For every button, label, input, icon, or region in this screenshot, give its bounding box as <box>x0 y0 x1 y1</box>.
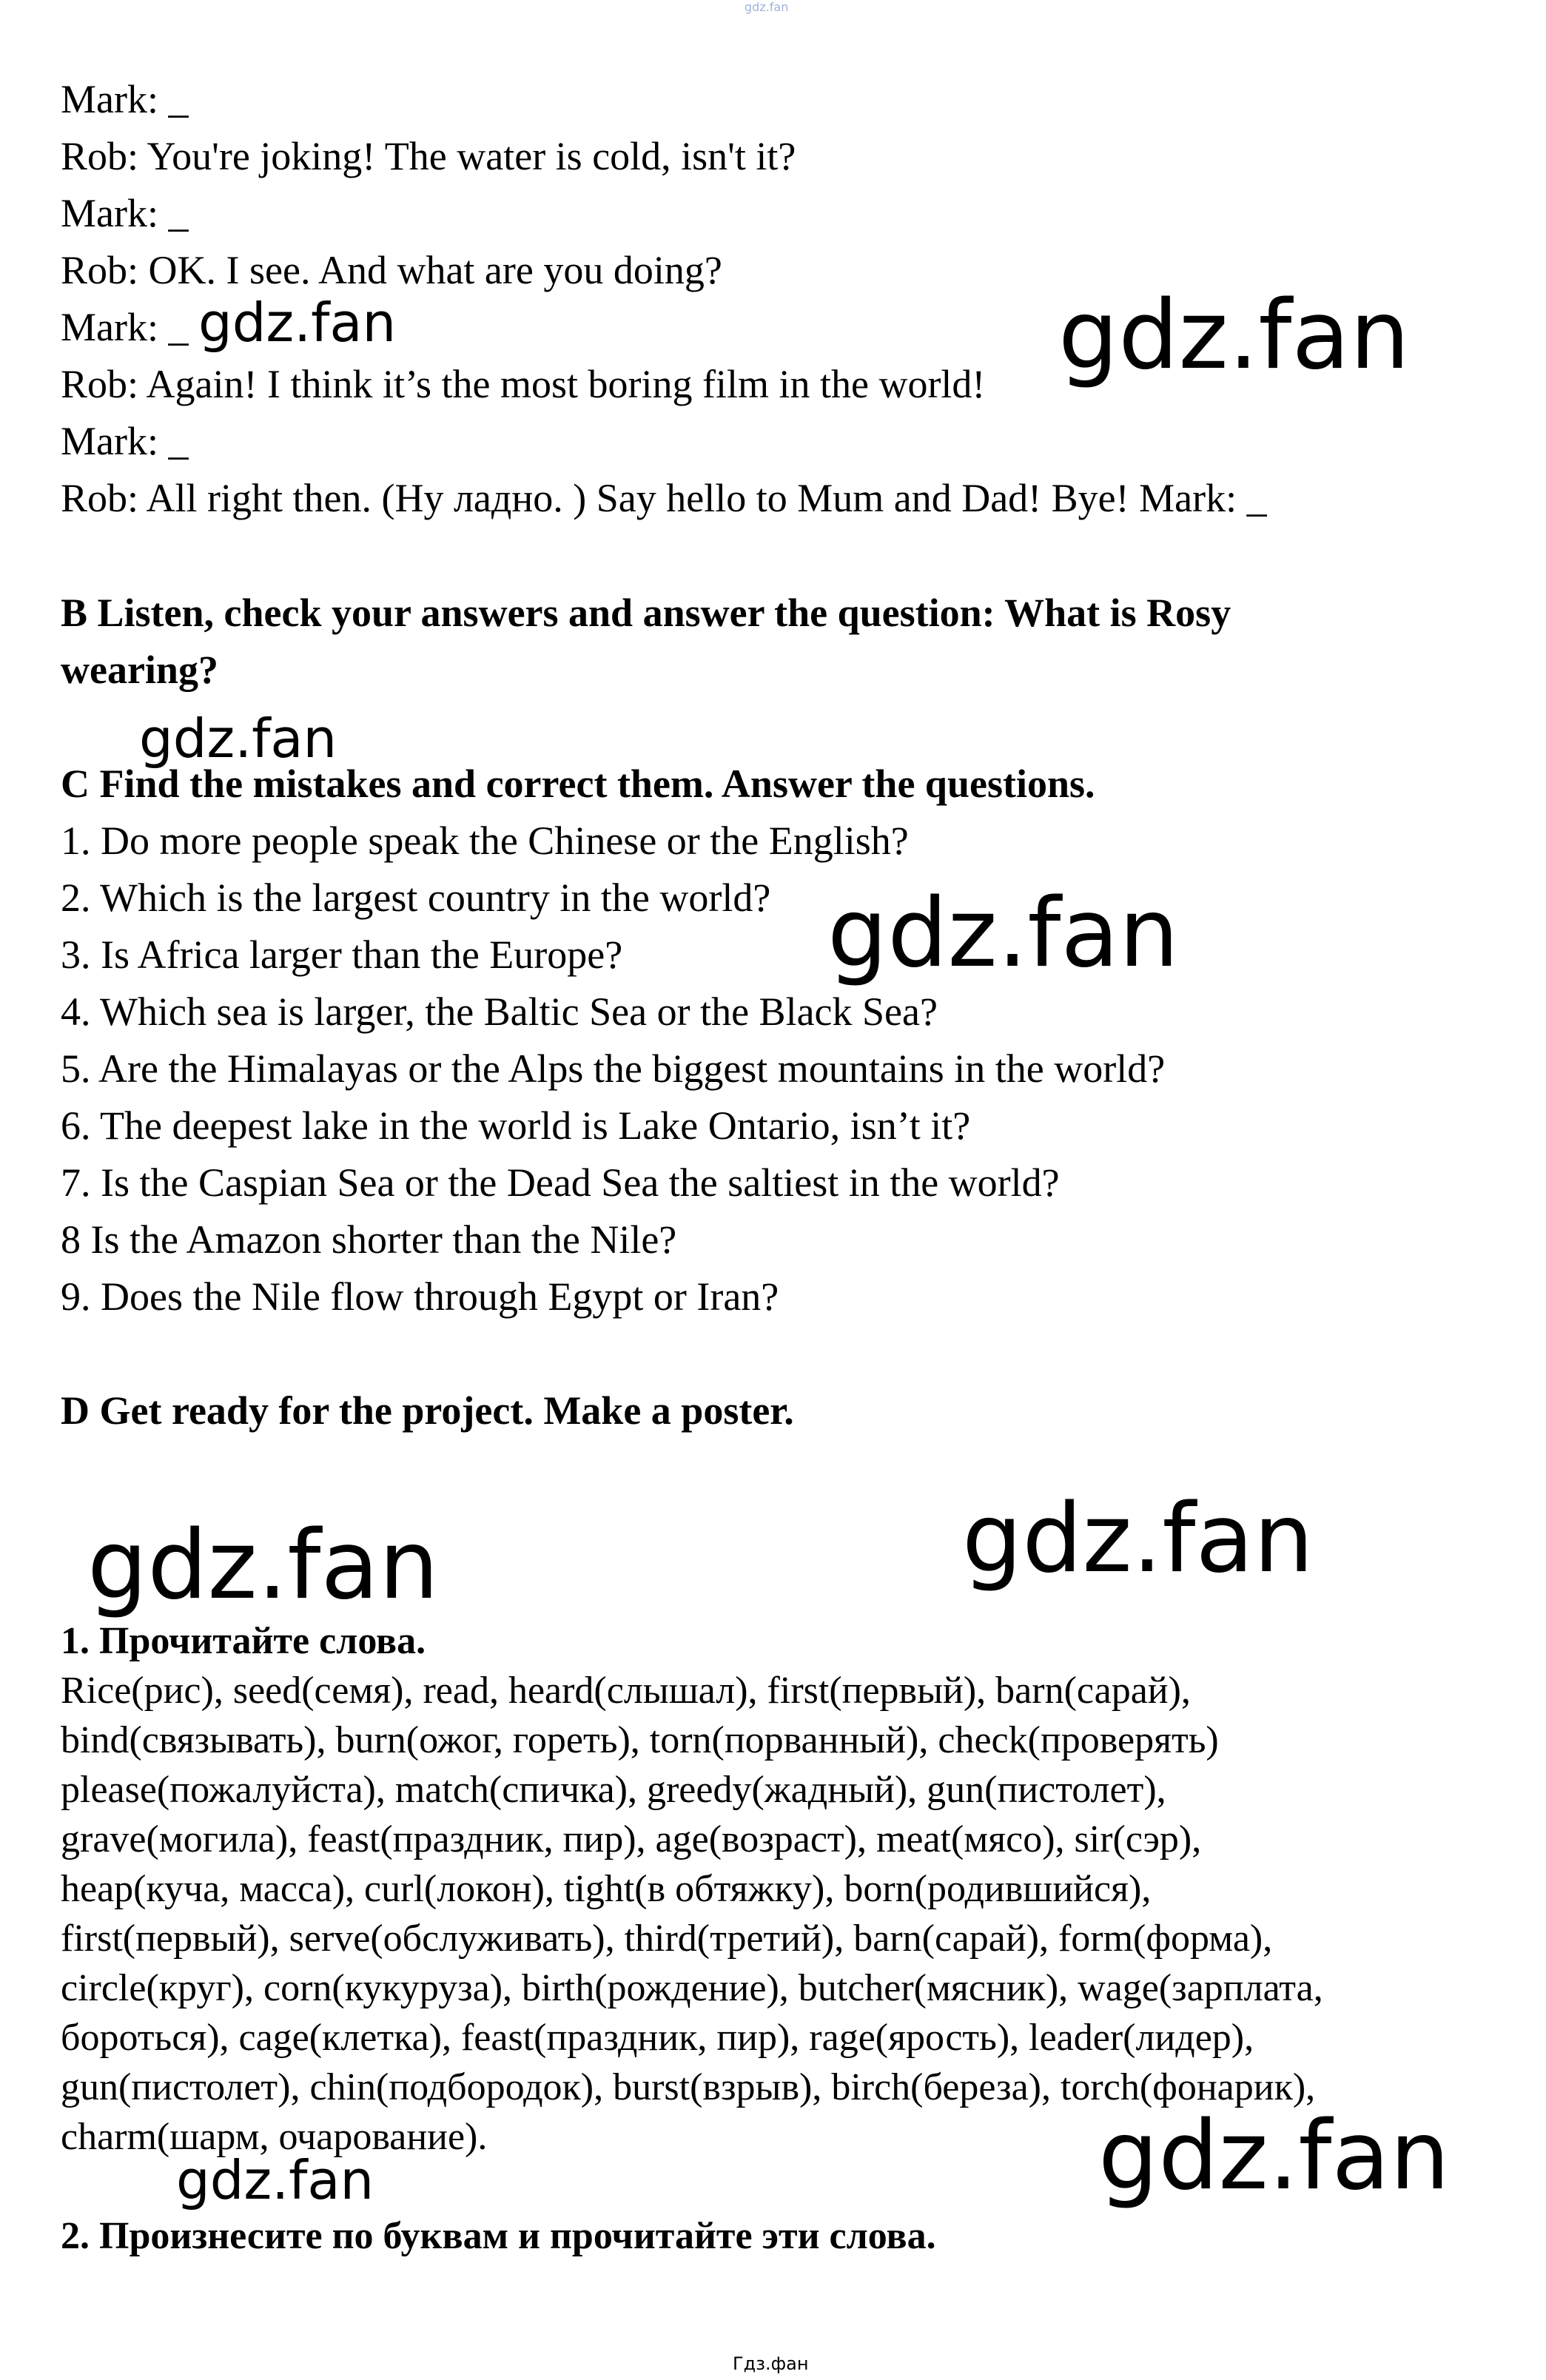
question-item: 9. Does the Nile flow through Egypt or Iran? <box>61 1274 779 1319</box>
word-list-line: circle(круг), corn(кукуруза), birth(рождение), butcher(мясник), wage(зарплата, <box>61 1967 1323 2009</box>
word-list-line: charm(шарм, очарование). <box>61 2116 488 2158</box>
dialogue-line: Rob: Again! I think it’s the most boring film in the world! <box>61 362 986 406</box>
question-item: 1. Do more people speak the Chinese or the English? <box>61 818 909 863</box>
page-footer: Гдз.фан <box>733 2353 809 2374</box>
word-list-line: grave(могила), feast(праздник, пир), age(возраст), meat(мясо), sir(сэр), <box>61 1818 1202 1860</box>
question-item: 2. Which is the largest country in the world? <box>61 875 771 920</box>
task-c-heading: C Find the mistakes and correct them. Answer the questions. <box>61 762 1095 806</box>
dialogue-line: Mark: _ <box>61 191 189 235</box>
dialogue-line: Mark: _ <box>61 419 189 463</box>
question-item: 4. Which sea is larger, the Baltic Sea or the Black Sea? <box>61 989 938 1034</box>
watermark: gdz.fan <box>1058 280 1410 391</box>
word-list-line: Rice(рис), seed(семя), read, heard(слышал), first(первый), barn(сарай), <box>61 1670 1191 1712</box>
watermark: gdz.fan <box>1098 2101 1450 2211</box>
watermark-top: gdz.fan <box>745 0 789 14</box>
question-item: 8 Is the Amazon shorter than the Nile? <box>61 1217 677 1262</box>
watermark: gdz.fan <box>176 2149 374 2211</box>
task-b-heading-cont: wearing? <box>61 648 218 692</box>
dialogue-line: Mark: _ <box>61 77 189 121</box>
question-item: 5. Are the Himalayas or the Alps the biggest mountains in the world? <box>61 1046 1166 1091</box>
word-list-line: heap(куча, масса), curl(локон), tight(в обтяжку), born(родившийся), <box>61 1868 1152 1910</box>
task-b-heading: B Listen, check your answers and answer the question: What is Rosy <box>61 591 1231 635</box>
word-list-line: bind(связывать), burn(ожог, гореть), torn(порванный), check(проверять) <box>61 1719 1219 1761</box>
dialogue-line: Mark: _ <box>61 305 189 349</box>
question-item: 6. The deepest lake in the world is Lake Ontario, isn’t it? <box>61 1103 971 1148</box>
task-d-heading: D Get ready for the project. Make a poster. <box>61 1388 794 1433</box>
word-list-line: first(первый), serve(обслуживать), third(третий), barn(сарай), form(форма), <box>61 1917 1273 1960</box>
dialogue-line: Rob: You're joking! The water is cold, isn't it? <box>61 134 796 178</box>
question-item: 3. Is Africa larger than the Europe? <box>61 932 623 977</box>
word-list-line: please(пожалуйста), match(спичка), greedy(жадный), gun(пистолет), <box>61 1769 1166 1811</box>
watermark: gdz.fan <box>139 707 337 770</box>
exercise-1-heading: 1. Прочитайте слова. <box>61 1620 426 1662</box>
dialogue-line: Rob: All right then. (Ну ладно. ) Say hello to Mum and Dad! Bye! Mark: _ <box>61 476 1267 520</box>
watermark: gdz.fan <box>198 292 397 354</box>
word-list-line: бороться), cage(клетка), feast(праздник, пир), rage(ярость), leader(лидер), <box>61 2017 1254 2059</box>
watermark: gdz.fan <box>827 878 1179 989</box>
watermark: gdz.fan <box>87 1510 439 1621</box>
question-item: 7. Is the Caspian Sea or the Dead Sea the saltiest in the world? <box>61 1160 1060 1205</box>
exercise-2-heading: 2. Произнесите по буквам и прочитайте эти слова. <box>61 2215 936 2257</box>
word-list-line: gun(пистолет), chin(подбородок), burst(взрыв), birch(береза), torch(фонарик), <box>61 2066 1316 2108</box>
watermark: gdz.fan <box>962 1484 1314 1594</box>
dialogue-line: Rob: OK. I see. And what are you doing? <box>61 248 722 292</box>
